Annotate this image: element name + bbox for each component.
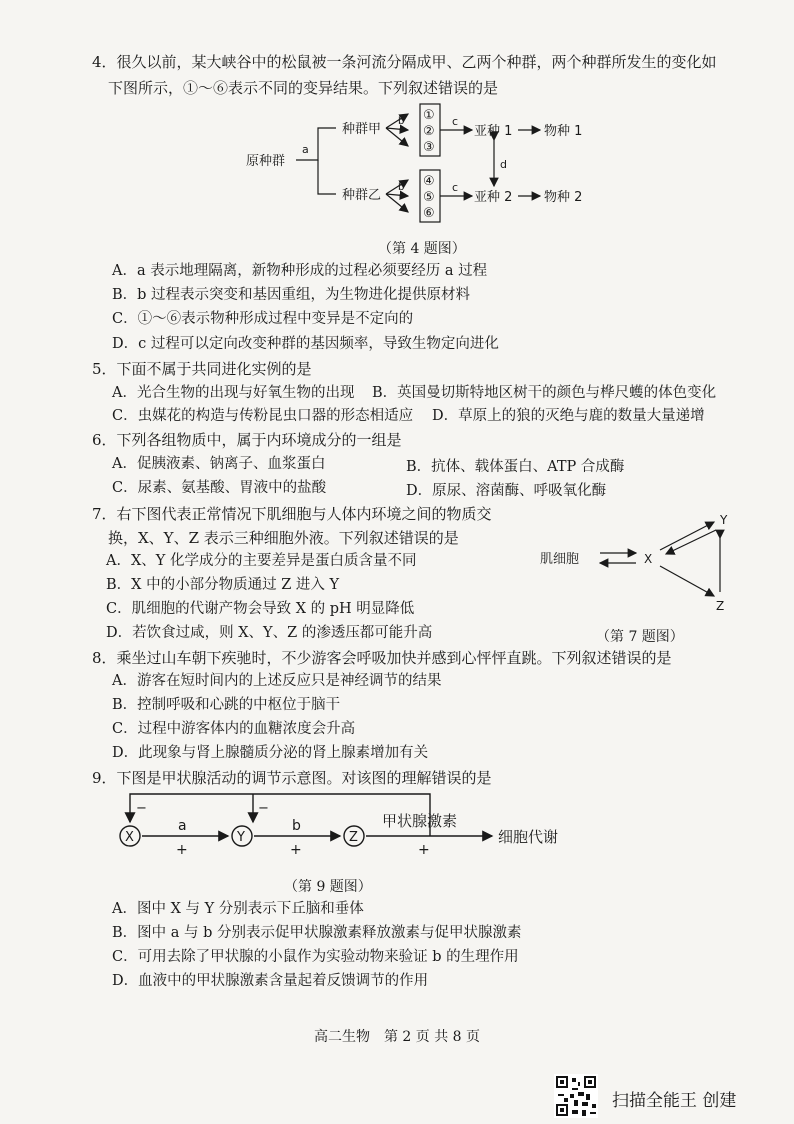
qr-code-icon [554,1074,598,1118]
q6-option-b: B．抗体、载体蛋白、ATP 合成酶 [406,459,625,475]
q4-mutation-3: ③ [423,140,435,155]
q4-mutation-5: ⑤ [423,190,435,205]
q9-hormone-label: 甲状腺激素 [382,812,458,830]
q4-pop-a-label: 种群甲 [342,122,382,137]
q8-option-c: C．过程中游客体内的血糖浓度会升高 [112,721,356,737]
q9-option-b: B．图中 a 与 b 分别表示促甲状腺激素释放激素与促甲状腺激素 [112,925,522,941]
q4-mutation-2: ② [423,124,435,139]
q8-option-d: D．此现象与肾上腺髓质分泌的肾上腺素增加有关 [112,745,429,761]
q4-label-c2: c [452,181,459,194]
q7-fluid-exchange-diagram [536,508,756,618]
q6-stem: 6．下列各组物质中，属于内环境成分的一组是 [92,431,402,449]
q9-option-c: C．可用去除了甲状腺的小鼠作为实验动物来验证 b 的生理作用 [112,949,519,965]
q9-option-d: D．血液中的甲状腺激素含量起着反馈调节的作用 [112,973,429,989]
q5-stem: 5．下面不属于共同进化实例的是 [92,360,312,378]
q4-option-d: D．c 过程可以定向改变种群的基因频率，导致生物定向进化 [112,336,499,352]
q7-stem-line2: 换，X、Y、Z 表示三种细胞外液。下列叙述错误的是 [108,529,459,547]
q4-option-b: B．b 过程表示突变和基因重组，为生物进化提供原材料 [112,287,471,303]
q9-minus-1: − [136,801,147,816]
q9-plus-3: + [418,842,430,858]
page-footer: 高二生物 第 2 页 共 8 页 [313,1029,481,1045]
q7-stem-line1: 7．右下图代表正常情况下肌细胞与人体内环境之间的物质交 [92,505,492,523]
q4-subspecies-2: 亚种 2 [474,190,513,205]
q4-label-c1: c [452,115,459,128]
q9-plus-1: + [176,842,188,858]
q9-thyroid-regulation-diagram [110,790,580,866]
q4-species-1: 物种 1 [544,124,583,139]
q4-label-b1: b [398,116,405,127]
q6-option-c: C．尿素、氨基酸、胃液中的盐酸 [112,480,327,496]
q4-option-c: C．①～⑥表示物种形成过程中变异是不定向的 [112,311,414,327]
q4-mutation-4: ④ [423,174,435,189]
q5-option-b: B．英国曼切斯特地区树干的颜色与桦尺蠖的体色变化 [372,385,717,401]
q4-mutation-6: ⑥ [423,206,435,221]
q7-muscle-cell-label: 肌细胞 [540,552,580,567]
q9-stem: 9．下图是甲状腺活动的调节示意图。对该图的理解错误的是 [92,769,492,787]
q4-speciation-diagram [240,100,600,230]
q4-species-2: 物种 2 [544,190,583,205]
q7-label-x: X [644,552,653,566]
q4-origin-label: 原种群 [246,154,286,169]
q8-option-b: B．控制呼吸和心跳的中枢位于脑干 [112,697,341,713]
q8-stem: 8．乘坐过山车朝下疾驰时，不少游客会呼吸加快并感到心怦怦直跳。下列叙述错误的是 [92,649,672,667]
q9-label-a: a [178,818,187,834]
q5-option-c: C．虫媒花的构造与传粉昆虫口器的形态相适应 [112,408,414,424]
q4-mutation-1: ① [423,108,435,123]
q9-plus-2: + [290,842,302,858]
q9-node-x: X [125,830,134,845]
q9-node-y: Y [237,830,245,845]
q7-option-a: A．X、Y 化学成分的主要差异是蛋白质含量不同 [106,553,417,569]
q9-caption: （第 9 题图） [284,879,372,895]
q7-option-b: B．X 中的小部分物质通过 Z 进入 Y [106,577,340,593]
q4-subspecies-1: 亚种 1 [474,124,513,139]
q4-label-b2: b [398,182,405,193]
q4-stem-line1: 4．很久以前，某大峡谷中的松鼠被一条河流分隔成甲、乙两个种群，两个种群所发生的变化如 [92,53,717,71]
q9-minus-2: − [258,801,269,816]
scanner-brand-watermark: 扫描全能王 创建 [612,1091,737,1111]
q4-option-a: A．a 表示地理隔离，新物种形成的过程必须要经历 a 过程 [112,263,488,279]
q7-option-d: D．若饮食过咸，则 X、Y、Z 的渗透压都可能升高 [106,625,433,641]
q4-stem-line2: 下图所示，①～⑥表示不同的变异结果。下列叙述错误的是 [108,79,499,97]
q9-option-a: A．图中 X 与 Y 分别表示下丘脑和垂体 [112,901,364,917]
q4-caption: （第 4 题图） [378,241,466,257]
q9-label-b: b [292,818,301,834]
q6-option-d: D．原尿、溶菌酶、呼吸氧化酶 [406,483,607,499]
q5-option-a: A．光合生物的出现与好氧生物的出现 [112,385,355,401]
q7-option-c: C．肌细胞的代谢产物会导致 X 的 pH 明显降低 [106,601,415,617]
q5-option-d: D．草原上的狼的灭绝与鹿的数量大量递增 [432,408,705,424]
q4-label-d: d [500,158,507,171]
q6-option-a: A．促胰液素、钠离子、血浆蛋白 [112,456,326,472]
q4-pop-b-label: 种群乙 [342,188,382,203]
q7-caption: （第 7 题图） [596,629,684,645]
q9-metabolism-label: 细胞代谢 [498,828,559,846]
q7-label-z: Z [716,599,725,613]
q9-node-z: Z [349,830,358,845]
q8-option-a: A．游客在短时间内的上述反应只是神经调节的结果 [112,673,442,689]
q7-label-y: Y [720,513,728,527]
q4-label-a: a [302,143,309,156]
